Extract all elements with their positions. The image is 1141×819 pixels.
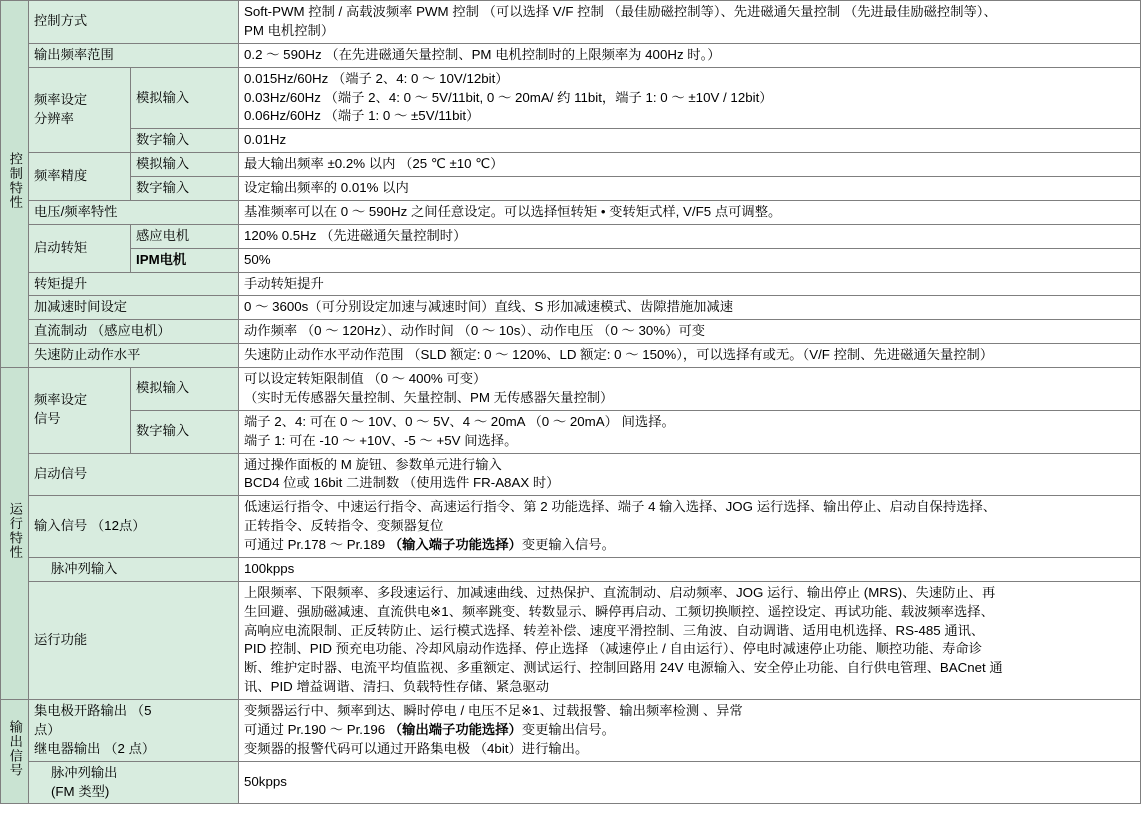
text-line: 继电器输出 （2 点） [34,740,156,756]
row-label-torque-boost: 转矩提升 [29,272,239,296]
text-line: （实时无传感器矢量控制、矢量控制、PM 无传感器矢量控制） [244,389,614,405]
row-value-freq-setting-signal-analog [239,368,1141,411]
row-value-pulse-train-output [239,761,1141,804]
row-label-pulse-train-input: 脉冲列输入 [29,557,239,581]
text-line: 120% 0.5Hz （先进磁通矢量控制时） [244,227,467,243]
text-line: 信号 [34,411,61,427]
text-line: 上限频率、下限频率、多段速运行、加减速曲线、过热保护、直流制动、启动频率、JOG 运行、输出停止 (MRS)、失速防止、再 [244,584,996,600]
text-line: Soft-PWM 控制 / 高载波频率 PWM 控制 （可以选择 V/F 控制 （最佳励磁控制等）、先进磁通矢量控制 （先进最佳励磁控制等）、 [244,4,997,19]
row-value-vf-characteristic [239,200,1141,224]
table-row [1,1,1141,44]
row-label-starting-torque: 启动转矩 [29,224,131,272]
row-value-pulse-train-input [239,557,1141,581]
table-row [1,410,1141,453]
text-line: 100kpps [244,560,295,576]
row-value-output-freq-range [239,43,1141,67]
table-row [1,248,1141,272]
table-row [1,129,1141,153]
table-row [1,43,1141,67]
group-label-control [1,1,29,368]
table-row [1,224,1141,248]
text-line: 端子 2、4: 可在 0 ～ 10V、0 ～ 5V、4 ～ 20mA （0 ～ 20mA） 间选择。 [244,413,675,429]
row-value-start-signal [239,453,1141,496]
group-label-output-text: 输出信号 [7,720,23,778]
text-line: 0.01Hz [244,132,287,148]
row-value-torque-boost [239,272,1141,296]
text-line: 0.2 ～ 590Hz （在先进磁通矢量控制、PM 电机控制时的上限频率为 400Hz 时。） [244,46,721,62]
table-row [1,177,1141,201]
text-line-with-bold [244,536,1135,555]
row-label-freq-setting-signal-analog: 模拟输入 [131,368,239,411]
text-line: 基准频率可以在 0 ～ 590Hz 之间任意设定。可以选择恒转矩 • 变转矩式样, V/F5 点可调整。 [244,203,782,219]
text-line: 0.06Hz/60Hz （端子 1: 0 ～ ±5V/11bit） [244,108,480,124]
text-line: 低速运行指令、中速运行指令、高速运行指令、第 2 功能选择、端子 4 输入选择、JOG 运行选择、输出停止、启动自保持选择、 [244,499,997,515]
row-label-vf-characteristic: 电压/频率特性 [29,200,239,224]
text-line: 端子 1: 可在 -10 ～ +10V、-5 ～ +5V 间选择。 [244,432,518,448]
row-label-starting-torque-ipm [131,248,239,272]
label-text: IPM电机 [136,251,187,267]
text-line: 集电极开路输出 （5 [34,703,152,718]
row-label-start-signal: 启动信号 [29,453,239,496]
table-row [1,557,1141,581]
text-line: BCD4 位或 16bit 二进制数 （使用选件 FR-A8AX 时） [244,475,560,491]
row-label-dc-braking: 直流制动 （感应电机） [29,320,239,344]
table-row [1,344,1141,368]
group-label-operation [1,368,29,700]
row-label-stall-prevention: 失速防止动作水平 [29,344,239,368]
row-label-freq-setting-resolution-digital: 数字输入 [131,129,239,153]
text-line: 通过操作面板的 M 旋钮、参数单元进行输入 [244,456,502,472]
text-line: 频率设定 [34,92,88,107]
text-line: 变频器运行中、频率到达、瞬时停电 / 电压不足※1、过载报警、输出频率检测 、异常 [244,703,743,718]
row-label-freq-accuracy-analog: 模拟输入 [131,153,239,177]
row-label-input-signal: 输入信号 （12点） [29,496,239,558]
text-line: 手动转矩提升 [244,275,324,291]
table-row [1,368,1141,411]
text-fragment: 变更输出信号。 [521,721,615,737]
table-row [1,320,1141,344]
text-line: 点） [34,721,61,737]
row-label-freq-setting-signal-digital: 数字输入 [131,410,239,453]
row-value-freq-accuracy-analog [239,153,1141,177]
text-fragment-bold: （输入端子功能选择） [388,537,522,552]
text-fragment: 变更输入信号。 [521,537,615,552]
row-label-operation-functions: 运行功能 [29,581,239,699]
row-value-operation-functions [239,581,1141,699]
row-value-control-method [239,1,1141,44]
text-fragment-bold: （输出端子功能选择） [388,721,522,737]
text-line: 高响应电流限制、正反转防止、运行模式选择、转差补偿、速度平滑控制、三角波、自动调谐、适用电机选择、RS-485 通讯、 [244,622,985,638]
text-line-with-bold [244,721,1135,740]
table-row [1,453,1141,496]
row-label-freq-accuracy-digital: 数字输入 [131,177,239,201]
row-label-starting-torque-induction: 感应电机 [131,224,239,248]
row-label-control-method: 控制方式 [29,1,239,44]
text-fragment: 可通过 Pr.178 ～ Pr.189 [244,537,389,552]
text-line: 0 ～ 3600s（可分别设定加速与减速时间）直线、S 形加减速模式、齿隙措施加减速 [244,299,734,315]
row-label-pulse-train-output [29,761,239,804]
text-line: PID 控制、PID 预充电功能、冷却风扇动作选择、停止选择 （减速停止 / 自由运行）、停电时减速停止功能、顺控功能、寿命诊 [244,641,982,657]
text-line: 可以设定转矩限制值 （0 ～ 400% 可变） [244,371,487,386]
text-line: (FM 类型) [51,783,110,799]
text-line: PM 电机控制） [244,22,335,38]
text-line: 变频器的报警代码可以通过开路集电极 （4bit）进行输出。 [244,740,589,756]
row-value-freq-setting-resolution-digital [239,129,1141,153]
text-line: 失速防止动作水平动作范围 （SLD 额定: 0 ～ 120%、LD 额定: 0 ～ 150%），可以选择有或无。（V/F 控制、先进磁通矢量控制） [244,347,994,363]
row-value-freq-accuracy-digital [239,177,1141,201]
row-label-freq-setting-resolution-analog: 模拟输入 [131,67,239,129]
table-row [1,700,1141,762]
text-line: 分辨率 [34,110,74,126]
row-value-stall-prevention [239,344,1141,368]
table-row [1,581,1141,699]
text-fragment: 可通过 Pr.190 ～ Pr.196 [244,721,389,737]
text-line: 脉冲列输出 [51,764,118,780]
row-value-accel-decel-time [239,296,1141,320]
table-row [1,761,1141,804]
text-line: 生回避、强励磁减速、直流供电※1、频率跳变、转数显示、瞬停再启动、工频切换顺控、遥控设定、再试功能、载波频率选择、 [244,603,994,619]
text-line: 设定输出频率的 0.01% 以内 [244,180,409,195]
row-value-freq-setting-resolution-analog [239,67,1141,129]
row-label-freq-setting-signal [29,368,131,454]
group-label-operation-text: 运行特性 [7,501,23,560]
table-row [1,272,1141,296]
text-line: 最大输出频率 ±0.2% 以内 （25 ℃ ±10 ℃） [244,156,504,172]
row-label-output-signal [29,700,239,762]
table-row [1,200,1141,224]
row-value-starting-torque-ipm [239,248,1141,272]
text-line: 50kpps [244,774,287,790]
text-line: 0.03Hz/60Hz （端子 2、4: 0 ～ 5V/11bit, 0 ～ 20mA/ 约 11bit，端子 1: 0 ～ ±10V / 12bit） [244,89,773,105]
row-value-input-signal [239,496,1141,558]
text-line: 0.015Hz/60Hz （端子 2、4: 0 ～ 10V/12bit） [244,70,509,86]
row-label-freq-accuracy: 频率精度 [29,153,131,201]
table-row [1,67,1141,129]
row-label-accel-decel-time: 加减速时间设定 [29,296,239,320]
text-line: 正转指令、反转指令、变频器复位 [244,518,444,534]
table-row [1,296,1141,320]
row-value-starting-torque-induction [239,224,1141,248]
text-line: 动作频率 （0 ～ 120Hz）、动作时间 （0 ～ 10s）、动作电压 （0 ～ 30%）可变 [244,323,706,339]
text-line: 讯、PID 增益调谐、清扫、负载特性存储、紧急驱动 [244,679,550,695]
row-value-output-signal [239,700,1141,762]
text-line: 频率设定 [34,392,88,408]
text-line: 50% [244,251,271,267]
group-label-output [1,700,29,804]
text-line: 断、维护定时器、电流平均值监视、多重额定、测试运行、控制回路用 24V 电源输入、安全停止功能、自行供电管理、BACnet 通 [244,660,1003,676]
row-value-freq-setting-signal-digital [239,410,1141,453]
table-row [1,153,1141,177]
group-label-control-text: 控制特性 [7,152,23,210]
row-label-freq-setting-resolution [29,67,131,153]
row-label-output-freq-range: 输出频率范围 [29,43,239,67]
row-value-dc-braking [239,320,1141,344]
table-row [1,496,1141,558]
